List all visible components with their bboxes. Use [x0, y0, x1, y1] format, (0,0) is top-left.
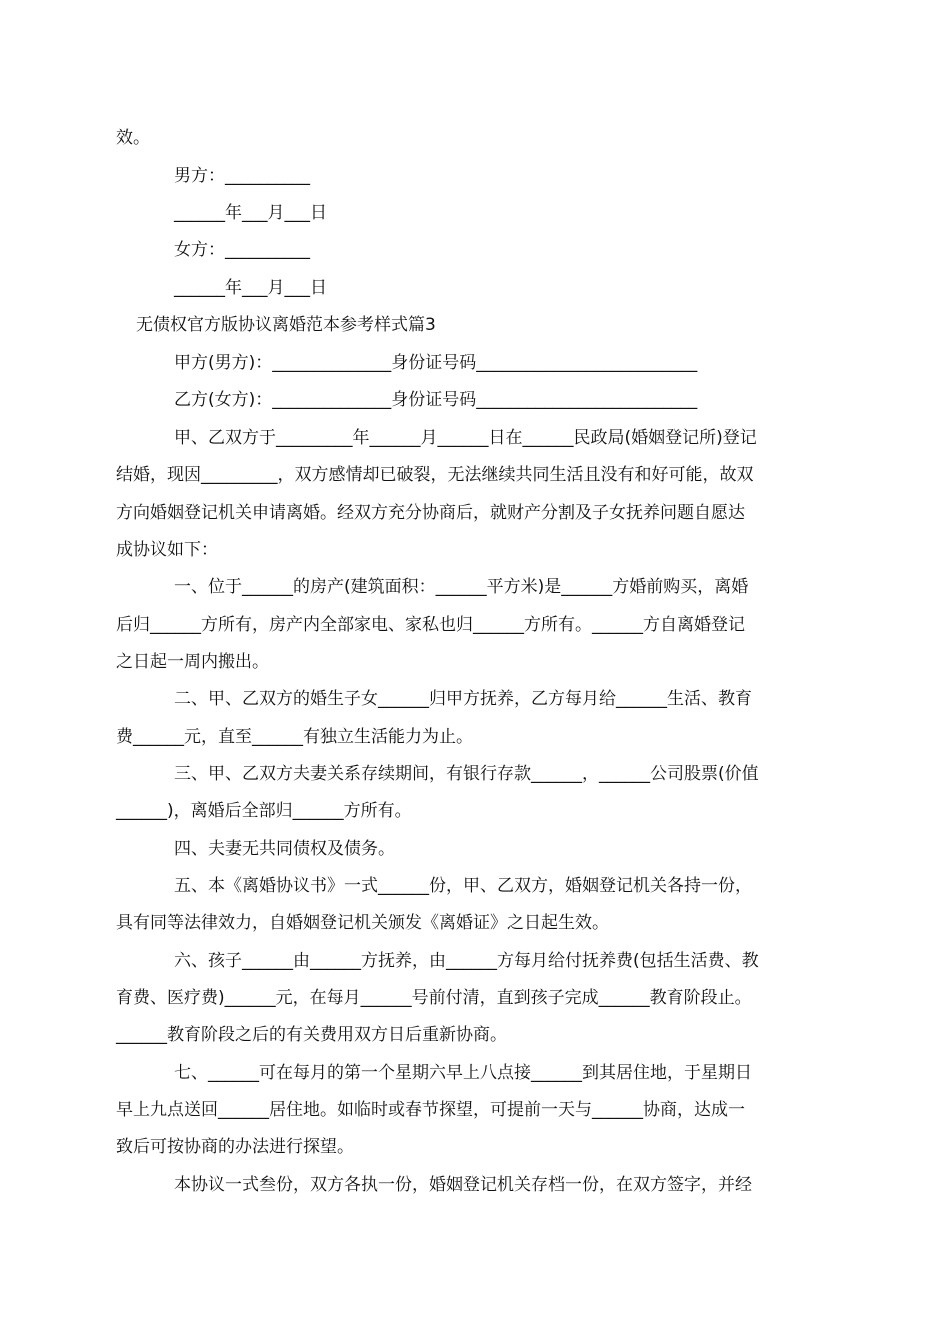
text-line: 结婚，现因_________，双方感情却已破裂，无法继续共同生活且没有和好可能，故双: [116, 465, 754, 485]
text-line: 成协议如下：: [116, 540, 218, 560]
text-line: 效。: [116, 128, 150, 148]
text-line: 一、位于______的房产(建筑面积：______平方米)是______方婚前购买，离婚: [174, 577, 749, 597]
text-line: 女方：__________: [174, 240, 310, 260]
text-line: 费______元，直至______有独立生活能力为止。: [116, 727, 473, 747]
text-line: 本协议一式叁份，双方各执一份，婚姻登记机关存档一份，在双方签字，并经: [174, 1175, 752, 1195]
text-line: 二、甲、乙双方的婚生子女______归甲方抚养，乙方每月给______生活、教育: [174, 689, 752, 709]
text-line: 男方：__________: [174, 166, 310, 186]
text-line: 甲方(男方)：______________身份证号码__________________________: [174, 353, 698, 373]
text-line: ______年___月___日: [174, 203, 327, 223]
text-line: 育费、医疗费)______元，在每月______号前付清，直到孩子完成______教育阶段止。: [116, 988, 752, 1008]
text-line: 六、孩子______由______方抚养，由______方每月给付抚养费(包括生活费、教: [174, 951, 759, 971]
text-line: 致后可按协商的办法进行探望。: [116, 1137, 354, 1157]
text-line: 乙方(女方)：______________身份证号码__________________________: [174, 390, 698, 410]
text-line: 早上九点送回______居住地。如临时或春节探望，可提前一天与______协商，达成一: [116, 1100, 745, 1120]
text-line: 四、夫妻无共同债权及债务。: [174, 839, 395, 859]
text-line: ______教育阶段之后的有关费用双方日后重新协商。: [116, 1025, 507, 1045]
text-line: 之日起一周内搬出。: [116, 652, 269, 672]
text-line: 五、本《离婚协议书》一式______份，甲、乙双方，婚姻登记机关各持一份，: [174, 876, 752, 896]
section-heading: 无债权官方版协议离婚范本参考样式篇3: [136, 315, 436, 335]
text-line: 后归______方所有，房产内全部家电、家私也归______方所有。______方自离婚登记: [116, 615, 745, 635]
text-line: 方向婚姻登记机关申请离婚。经双方充分协商后，就财产分割及子女抚养问题自愿达: [116, 503, 745, 523]
text-line: ______年___月___日: [174, 278, 327, 298]
text-line: 七、______可在每月的第一个星期六早上八点接______到其居住地，于星期日: [174, 1063, 752, 1083]
text-line: 三、甲、乙双方夫妻关系存续期间，有银行存款______，______公司股票(价值: [174, 764, 759, 784]
text-line: 甲、乙双方于_________年______月______日在______民政局(婚姻登记所)登记: [174, 428, 757, 448]
text-line: ______)，离婚后全部归______方所有。: [116, 801, 412, 821]
text-line: 具有同等法律效力，自婚姻登记机关颁发《离婚证》之日起生效。: [116, 913, 609, 933]
